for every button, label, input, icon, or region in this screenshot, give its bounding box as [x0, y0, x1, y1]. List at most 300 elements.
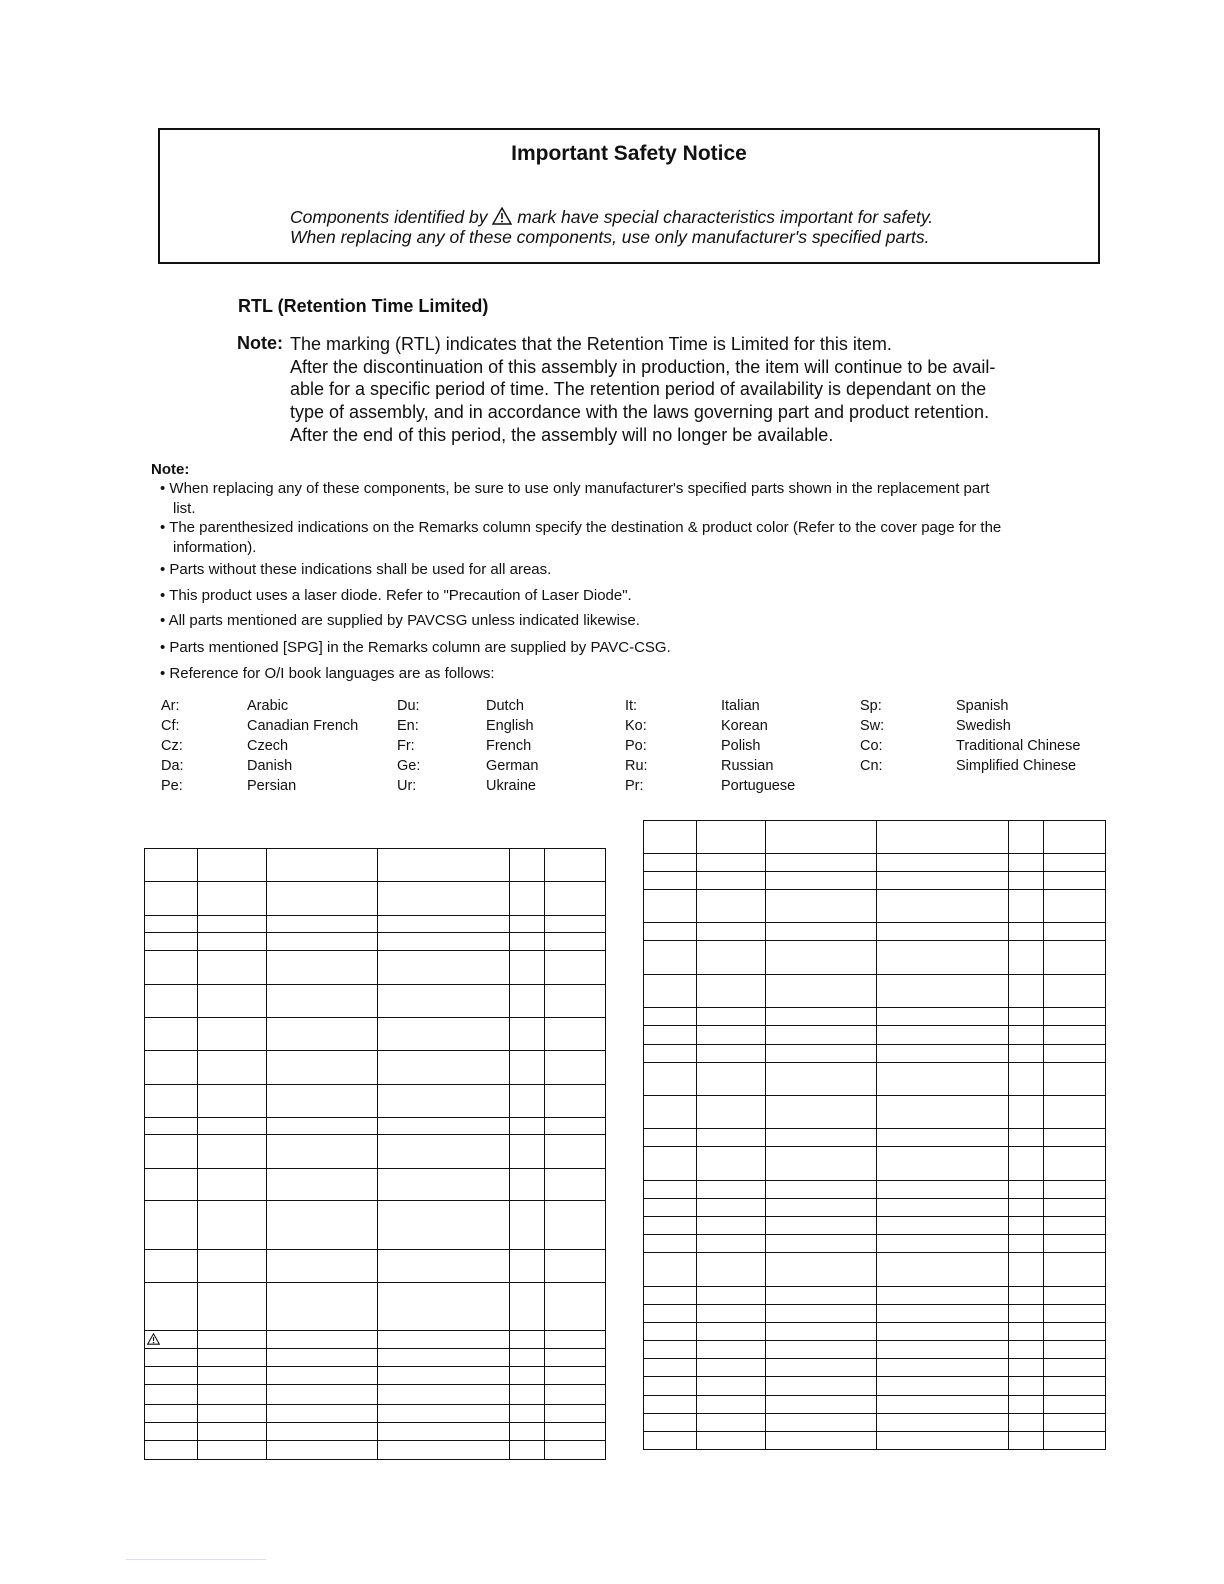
- table-cell: [1044, 890, 1106, 923]
- table-cell: [697, 854, 766, 872]
- table-cell: [545, 1085, 606, 1118]
- table-cell: [1009, 1432, 1044, 1450]
- table-cell: [1009, 1341, 1044, 1359]
- table-cell: [198, 1018, 267, 1051]
- table-cell: [697, 1235, 766, 1253]
- note-bullet-text: When replacing any of these components, be sure to use only manufacturer's specified parts shown in the replacement part: [169, 480, 990, 497]
- table-cell: [1009, 1008, 1044, 1026]
- table-cell: [378, 933, 510, 951]
- table-cell: [198, 1201, 267, 1250]
- table-cell: [766, 1341, 877, 1359]
- note-bullet-text: Reference for O/I book languages are as follows:: [169, 665, 495, 682]
- table-cell: [267, 933, 378, 951]
- table-cell: [198, 1085, 267, 1118]
- table-cell: [1044, 941, 1106, 975]
- table-cell: [267, 1201, 378, 1250]
- table-cell: [1044, 1147, 1106, 1181]
- table-cell: [267, 1018, 378, 1051]
- table-cell: [1009, 1199, 1044, 1217]
- table-cell: [877, 1147, 1009, 1181]
- table-cell: [378, 1201, 510, 1250]
- table-cell: [145, 1085, 198, 1118]
- table-cell: [267, 1441, 378, 1460]
- table-cell: [267, 951, 378, 985]
- table-cell: [198, 1135, 267, 1169]
- table-cell: [766, 1096, 877, 1129]
- table-cell: [145, 1018, 198, 1051]
- table-cell: [1009, 1359, 1044, 1377]
- table-cell: [378, 1135, 510, 1169]
- table-cell: [1044, 975, 1106, 1008]
- table-cell: [766, 1359, 877, 1377]
- safety-notice-line-2: When replacing any of these components, use only manufacturer's specified parts.: [290, 227, 930, 247]
- table-cell: [1009, 872, 1044, 890]
- table-cell: [877, 1026, 1009, 1045]
- table-cell: [766, 1235, 877, 1253]
- table-cell: [877, 1253, 1009, 1287]
- note-bullet-text: Parts mentioned [SPG] in the Remarks column are supplied by PAVC-CSG.: [169, 639, 671, 656]
- table-cell: [198, 916, 267, 933]
- table-cell: [545, 1169, 606, 1201]
- table-cell: [1009, 1026, 1044, 1045]
- table-cell: [378, 1349, 510, 1367]
- language-name: Italian: [721, 698, 760, 714]
- table-cell: [545, 849, 606, 882]
- table-cell: [877, 1432, 1009, 1450]
- table-cell: [267, 1085, 378, 1118]
- table-cell: [877, 1217, 1009, 1235]
- table-cell: [145, 1169, 198, 1201]
- table-cell: [644, 1026, 697, 1045]
- table-cell: [198, 933, 267, 951]
- language-code: It:: [625, 698, 638, 714]
- table-cell: [697, 821, 766, 854]
- table-cell: [510, 1423, 545, 1441]
- language-name: Traditional Chinese: [956, 738, 1081, 754]
- table-cell: [545, 933, 606, 951]
- table-cell: [267, 1423, 378, 1441]
- note-bullet-text: This product uses a laser diode. Refer to "Precaution of Laser Diode".: [169, 587, 632, 604]
- table-cell: [877, 1096, 1009, 1129]
- table-cell: [378, 1367, 510, 1385]
- table-cell: [1044, 1026, 1106, 1045]
- rtl-line: After the discontinuation of this assembly in production, the item will continue to be avail-: [290, 357, 996, 377]
- table-cell: [766, 1063, 877, 1096]
- table-cell: [198, 1118, 267, 1135]
- table-cell: [697, 1129, 766, 1147]
- table-cell: [510, 1135, 545, 1169]
- language-code: Ko:: [625, 718, 647, 734]
- table-cell: [644, 1235, 697, 1253]
- table-cell: [145, 916, 198, 933]
- table-cell: [145, 1367, 198, 1385]
- note-bullet-continuation: information).: [173, 539, 257, 556]
- language-name: French: [486, 738, 532, 754]
- table-cell: [697, 1396, 766, 1414]
- table-cell: [198, 951, 267, 985]
- table-cell: [1009, 941, 1044, 975]
- rtl-line: After the end of this period, the assembly will no longer be available.: [290, 425, 834, 445]
- table-cell: [697, 1341, 766, 1359]
- table-cell: [545, 916, 606, 933]
- table-cell: [644, 1323, 697, 1341]
- bullet-dot: •: [160, 519, 170, 536]
- table-cell: [697, 1063, 766, 1096]
- table-cell: [766, 1199, 877, 1217]
- table-cell: [378, 1118, 510, 1135]
- bullet-dot: •: [160, 480, 170, 497]
- table-cell: [766, 1396, 877, 1414]
- table-cell: [510, 849, 545, 882]
- table-cell: [697, 941, 766, 975]
- table-cell: [198, 1250, 267, 1283]
- table-cell: [1044, 872, 1106, 890]
- table-cell: [510, 1250, 545, 1283]
- table-cell: [267, 1283, 378, 1331]
- language-code: Po:: [625, 738, 647, 754]
- table-cell: [378, 1085, 510, 1118]
- table-cell: [644, 854, 697, 872]
- table-cell: [697, 923, 766, 941]
- language-code: Ar:: [161, 698, 180, 714]
- table-cell: [145, 1405, 198, 1423]
- table-cell: [766, 923, 877, 941]
- table-cell: [545, 1405, 606, 1423]
- table-cell: [697, 1287, 766, 1305]
- table-cell: [877, 1341, 1009, 1359]
- table-cell: [697, 1147, 766, 1181]
- language-code: Cn:: [860, 758, 883, 774]
- language-name: Polish: [721, 738, 761, 754]
- table-cell: [267, 1169, 378, 1201]
- table-cell: [877, 1377, 1009, 1396]
- table-cell: [1009, 1063, 1044, 1096]
- table-cell: [697, 1377, 766, 1396]
- table-cell: [267, 1051, 378, 1085]
- table-cell: [378, 951, 510, 985]
- table-cell: [1009, 1096, 1044, 1129]
- note-bullet-continuation: list.: [173, 500, 196, 517]
- table-cell: [877, 890, 1009, 923]
- table-cell: [644, 890, 697, 923]
- table-cell: [545, 1283, 606, 1331]
- table-cell: [644, 1253, 697, 1287]
- table-cell: [145, 1135, 198, 1169]
- table-cell: [545, 1118, 606, 1135]
- table-cell: [1009, 1253, 1044, 1287]
- table-cell: [1009, 1129, 1044, 1147]
- table-cell: [644, 1287, 697, 1305]
- language-code: Sp:: [860, 698, 882, 714]
- table-cell: [198, 849, 267, 882]
- table-cell: [378, 1423, 510, 1441]
- note-bullet: [160, 561, 551, 578]
- table-cell: [145, 1118, 198, 1135]
- table-cell: [644, 1414, 697, 1432]
- table-cell: [766, 890, 877, 923]
- table-cell: [1044, 1341, 1106, 1359]
- table-cell: [1044, 1129, 1106, 1147]
- table-cell: [877, 1359, 1009, 1377]
- table-cell: [877, 821, 1009, 854]
- table-cell: [697, 1305, 766, 1323]
- table-cell: [378, 916, 510, 933]
- table-cell: [378, 1283, 510, 1331]
- table-cell: [145, 1423, 198, 1441]
- table-cell: [1044, 1432, 1106, 1450]
- table-cell: [697, 1414, 766, 1432]
- note-bullet: [160, 480, 989, 497]
- table-cell: [766, 1305, 877, 1323]
- table-cell: [1009, 1045, 1044, 1063]
- table-cell: [1044, 1359, 1106, 1377]
- table-cell: [510, 1018, 545, 1051]
- language-code: Pe:: [161, 778, 183, 794]
- parts-table-grid: [643, 820, 1106, 1450]
- table-cell: [198, 1423, 267, 1441]
- table-cell: [644, 1181, 697, 1199]
- table-cell: [510, 1331, 545, 1349]
- language-code: Pr:: [625, 778, 644, 794]
- table-cell: [378, 849, 510, 882]
- bullet-dot: •: [160, 561, 170, 578]
- table-cell: [766, 872, 877, 890]
- table-cell: [267, 1367, 378, 1385]
- rtl-line: type of assembly, and in accordance with the laws governing part and product retention.: [290, 402, 990, 422]
- table-cell: [510, 1441, 545, 1460]
- note-bullet: [160, 587, 632, 604]
- table-cell: [766, 975, 877, 1008]
- table-cell: [145, 1283, 198, 1331]
- table-cell: [877, 1045, 1009, 1063]
- language-name: Arabic: [247, 698, 289, 714]
- language-name: Danish: [247, 758, 293, 774]
- table-cell: [198, 1385, 267, 1405]
- rtl-line: able for a specific period of time. The retention period of availability is dependant on the: [290, 379, 987, 399]
- table-cell: [145, 1250, 198, 1283]
- table-cell: [267, 1250, 378, 1283]
- table-cell: [1044, 1305, 1106, 1323]
- table-cell: [644, 975, 697, 1008]
- table-cell: [510, 1201, 545, 1250]
- note-bullet: [160, 665, 495, 682]
- table-cell: [198, 882, 267, 916]
- safety-notice-text: mark have special characteristics important for safety.: [512, 207, 934, 227]
- table-cell: [545, 1331, 606, 1349]
- table-cell: [510, 1349, 545, 1367]
- warning-triangle-icon: [492, 207, 512, 225]
- table-cell: [877, 1129, 1009, 1147]
- warning-triangle-icon: [147, 1332, 160, 1350]
- table-cell: [766, 1323, 877, 1341]
- language-code: Cz:: [161, 738, 183, 754]
- table-cell: [644, 821, 697, 854]
- note-bullet: [160, 519, 1001, 536]
- note-bullet-text: Parts without these indications shall be used for all areas.: [169, 561, 552, 578]
- table-cell: [267, 1331, 378, 1349]
- table-cell: [644, 1008, 697, 1026]
- table-cell: [198, 1441, 267, 1460]
- table-cell: [877, 941, 1009, 975]
- table-cell: [267, 849, 378, 882]
- table-cell: [1009, 821, 1044, 854]
- table-cell: [766, 941, 877, 975]
- table-cell: [877, 975, 1009, 1008]
- table-cell: [198, 1405, 267, 1423]
- table-cell: [267, 1118, 378, 1135]
- table-cell: [697, 1253, 766, 1287]
- table-cell: [510, 1385, 545, 1405]
- table-cell: [145, 849, 198, 882]
- table-cell: [198, 1367, 267, 1385]
- language-name: Persian: [247, 778, 297, 794]
- table-cell: [198, 1349, 267, 1367]
- table-cell: [545, 1201, 606, 1250]
- safety-notice-line-1: [290, 207, 933, 228]
- table-cell: [545, 1441, 606, 1460]
- table-cell: [766, 821, 877, 854]
- notes-label: Note:: [151, 461, 190, 478]
- table-cell: [766, 1045, 877, 1063]
- table-cell: [644, 1396, 697, 1414]
- table-cell: [545, 985, 606, 1018]
- table-cell: [1009, 1235, 1044, 1253]
- note-bullet-text: The parenthesized indications on the Remarks column specify the destination & product color (Refer to the cover page for the: [169, 519, 1002, 536]
- table-cell: [697, 975, 766, 1008]
- language-name: Ukraine: [486, 778, 536, 794]
- table-cell: [1044, 1396, 1106, 1414]
- table-cell: [267, 916, 378, 933]
- table-cell: [545, 1367, 606, 1385]
- table-cell: [145, 1201, 198, 1250]
- table-cell: [644, 1129, 697, 1147]
- table-cell: [644, 1199, 697, 1217]
- table-cell: [1044, 1414, 1106, 1432]
- language-code: Du:: [397, 698, 420, 714]
- table-cell: [145, 882, 198, 916]
- table-cell: [145, 1385, 198, 1405]
- table-cell: [877, 1396, 1009, 1414]
- table-cell: [378, 1051, 510, 1085]
- bullet-dot: •: [160, 587, 170, 604]
- table-cell: [644, 1377, 697, 1396]
- language-code: En:: [397, 718, 419, 734]
- table-cell: [1009, 1323, 1044, 1341]
- table-cell: [1009, 1396, 1044, 1414]
- note-bullet: [160, 612, 640, 629]
- table-cell: [877, 1414, 1009, 1432]
- table-cell: [545, 1349, 606, 1367]
- bullet-dot: •: [160, 665, 170, 682]
- table-cell: [697, 872, 766, 890]
- table-cell: [1009, 923, 1044, 941]
- table-cell: [766, 854, 877, 872]
- language-name: Russian: [721, 758, 774, 774]
- language-code: Ge:: [397, 758, 421, 774]
- table-cell: [145, 933, 198, 951]
- table-cell: [877, 1305, 1009, 1323]
- table-cell: [510, 882, 545, 916]
- table-cell: [1044, 1287, 1106, 1305]
- table-cell: [644, 1063, 697, 1096]
- table-cell: [545, 1135, 606, 1169]
- table-cell: [378, 1441, 510, 1460]
- language-name: English: [486, 718, 534, 734]
- table-cell: [267, 1135, 378, 1169]
- table-cell: [766, 1253, 877, 1287]
- table-cell: [877, 1199, 1009, 1217]
- language-name: Dutch: [486, 698, 524, 714]
- language-code: Sw:: [860, 718, 885, 734]
- table-cell: [644, 1096, 697, 1129]
- table-cell: [766, 1432, 877, 1450]
- table-cell: [1044, 821, 1106, 854]
- table-cell: [145, 1051, 198, 1085]
- table-cell: [644, 1432, 697, 1450]
- table-cell: [378, 1385, 510, 1405]
- table-cell: [378, 1331, 510, 1349]
- safety-notice-text: Components identified by: [290, 207, 493, 227]
- table-cell: [267, 1385, 378, 1405]
- table-cell: [145, 985, 198, 1018]
- table-cell: [1044, 1377, 1106, 1396]
- table-cell: [644, 1341, 697, 1359]
- table-cell: [697, 1359, 766, 1377]
- table-cell: [1044, 1199, 1106, 1217]
- table-cell: [545, 951, 606, 985]
- table-cell: [510, 985, 545, 1018]
- table-cell: [510, 951, 545, 985]
- table-cell: [1044, 1008, 1106, 1026]
- table-cell: [644, 872, 697, 890]
- table-cell: [1009, 1414, 1044, 1432]
- table-cell: [877, 854, 1009, 872]
- table-cell: [697, 1199, 766, 1217]
- table-cell: [697, 1008, 766, 1026]
- table-cell: [267, 1405, 378, 1423]
- language-code: Fr:: [397, 738, 415, 754]
- table-cell: [766, 1414, 877, 1432]
- table-cell: [877, 1008, 1009, 1026]
- table-cell: [378, 1405, 510, 1423]
- table-cell: [145, 1349, 198, 1367]
- table-cell: [766, 1287, 877, 1305]
- rtl-line: The marking (RTL) indicates that the Retention Time is Limited for this item.: [290, 334, 892, 354]
- table-cell: [644, 1045, 697, 1063]
- table-cell: [697, 1323, 766, 1341]
- language-name: Simplified Chinese: [956, 758, 1077, 774]
- table-cell: [198, 1051, 267, 1085]
- table-cell: [378, 1018, 510, 1051]
- table-cell: [1044, 1235, 1106, 1253]
- table-cell: [766, 1217, 877, 1235]
- table-cell: [1009, 975, 1044, 1008]
- table-cell: [510, 916, 545, 933]
- table-cell: [877, 1323, 1009, 1341]
- safety-notice-box: [158, 128, 1100, 264]
- language-code: Ur:: [397, 778, 417, 794]
- table-cell: [267, 1349, 378, 1367]
- table-cell: [1044, 1181, 1106, 1199]
- table-cell: [378, 985, 510, 1018]
- table-cell: [766, 1377, 877, 1396]
- table-cell: [877, 1287, 1009, 1305]
- language-code: Ru:: [625, 758, 648, 774]
- note-bullet-text: All parts mentioned are supplied by PAVCSG unless indicated likewise.: [168, 612, 640, 629]
- table-cell: [877, 1235, 1009, 1253]
- table-cell: [198, 985, 267, 1018]
- table-cell: [267, 882, 378, 916]
